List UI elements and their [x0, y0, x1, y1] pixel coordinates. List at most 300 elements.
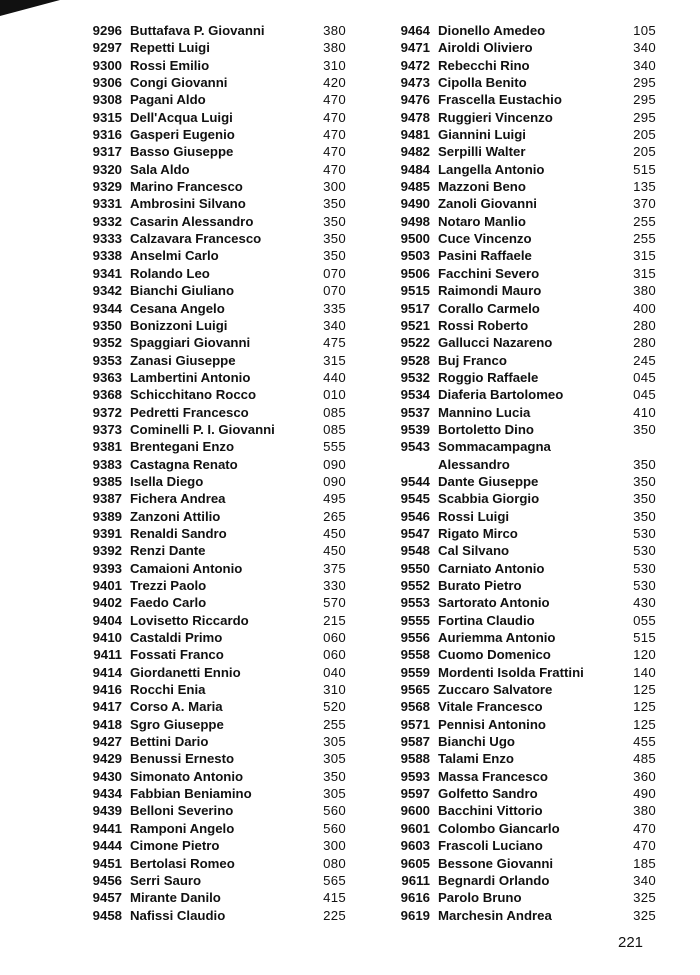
- entry-number: 9611: [401, 872, 430, 888]
- entry-number: 9485: [400, 179, 430, 195]
- list-item: [380, 629, 656, 646]
- entry-name: Mirante Danilo: [130, 890, 221, 906]
- entry-value: 450: [323, 543, 346, 559]
- list-item: [66, 508, 346, 525]
- entry-number: 9506: [400, 265, 430, 281]
- entry-number: 9528: [400, 352, 430, 368]
- list-item: [66, 178, 346, 195]
- entry-value: 305: [323, 786, 346, 802]
- entry-name: Spaggiari Giovanni: [130, 335, 251, 351]
- list-item: [66, 820, 346, 837]
- entry-number: 9552: [400, 578, 430, 593]
- list-item: [380, 785, 656, 802]
- entry-name: Rossi Emilio: [130, 57, 210, 73]
- entry-value: 470: [323, 127, 346, 143]
- entry-name: Corallo Carmelo: [438, 300, 540, 316]
- list-item: [380, 664, 656, 681]
- entry-value: 410: [633, 404, 656, 420]
- entry-name: Cuomo Domenico: [438, 647, 551, 663]
- list-item: [380, 646, 656, 663]
- entry-value: [612, 438, 656, 455]
- list-item: [66, 230, 346, 247]
- list-item: [66, 195, 346, 212]
- entry-number: 9558: [400, 647, 430, 663]
- entry-number: 9418: [92, 716, 122, 732]
- entry-name: Bianchi Ugo: [438, 734, 515, 750]
- list-item: [66, 352, 346, 369]
- entry-name: Airoldi Oliviero: [438, 40, 533, 56]
- entry-number: 9597: [400, 786, 430, 802]
- entry-number: 9498: [400, 213, 430, 229]
- entry-value: 070: [323, 265, 346, 281]
- list-item: [66, 716, 346, 733]
- entry-number: 9484: [400, 161, 430, 177]
- entry-name: Ruggieri Vincenzo: [438, 109, 553, 125]
- entry-value: 360: [633, 768, 656, 784]
- entry-name: Castagna Renato: [130, 456, 238, 472]
- list-item: [66, 490, 346, 507]
- entry-value: 280: [633, 335, 656, 351]
- entry-name: Carniato Antonio: [438, 560, 545, 576]
- entry-number: 9372: [92, 404, 122, 420]
- list-item: [380, 22, 656, 39]
- list-item: [380, 265, 656, 282]
- list-item: [66, 334, 346, 351]
- entry-name: Cominelli P. I. Giovanni: [130, 421, 275, 437]
- entry-value: 125: [633, 699, 656, 715]
- entry-name: Nafissi Claudio: [130, 907, 226, 923]
- entry-name: Roggio Raffaele: [438, 369, 539, 385]
- entry-number: 9338: [92, 248, 122, 264]
- entry-value: 350: [323, 768, 346, 784]
- list-item: [380, 681, 656, 698]
- entry-number: 9478: [400, 109, 430, 125]
- list-item: [66, 57, 346, 74]
- entry-name: Marino Francesco: [130, 179, 243, 195]
- list-item: [380, 91, 656, 108]
- entry-value: 380: [633, 803, 656, 819]
- entry-name: Cuce Vincenzo: [438, 231, 532, 247]
- entry-value: 310: [323, 682, 346, 698]
- list-item: [380, 594, 656, 611]
- entry-value: 450: [323, 525, 346, 541]
- entry-value: 045: [633, 369, 656, 385]
- entry-name: Frascella Eustachio: [438, 92, 562, 108]
- entry-value: 530: [633, 560, 656, 576]
- list-item: [380, 317, 656, 334]
- list-item: [66, 733, 346, 750]
- entry-value: 255: [633, 213, 656, 229]
- entry-name: Fabbian Beniamino: [130, 786, 252, 802]
- entry-number: 9600: [400, 803, 430, 819]
- entry-name: Casarin Alessandro: [130, 213, 254, 229]
- entry-number: 9553: [400, 595, 430, 611]
- entry-value: 265: [323, 508, 346, 524]
- entry-value: 560: [323, 803, 346, 819]
- entry-value: 530: [633, 543, 656, 559]
- list-item: [66, 317, 346, 334]
- entry-name: Sommacampagna: [438, 439, 551, 455]
- entry-number: 9534: [400, 387, 430, 403]
- entry-name: Rossi Luigi: [438, 508, 510, 524]
- entry-name: Zuccaro Salvatore: [438, 682, 553, 698]
- entry-value: 225: [323, 907, 346, 923]
- list-item: [66, 369, 346, 386]
- entry-value: 295: [633, 92, 656, 108]
- entry-name: Zanoli Giovanni: [438, 196, 537, 212]
- list-item: [66, 889, 346, 906]
- entry-number: 9410: [92, 630, 122, 646]
- list-item: [66, 612, 346, 629]
- list-item: [66, 837, 346, 854]
- entry-number: 9344: [92, 300, 122, 316]
- entry-value: 090: [323, 456, 346, 472]
- entry-number: 9601: [400, 820, 430, 836]
- right-column: [380, 22, 656, 924]
- list-item: [380, 560, 656, 577]
- entry-number: 9537: [400, 404, 430, 420]
- entry-value: 470: [323, 161, 346, 177]
- entry-name: Notaro Manlio: [438, 213, 526, 229]
- entry-number: 9515: [400, 283, 430, 299]
- list-item: [66, 698, 346, 715]
- entry-number: 9306: [92, 75, 122, 91]
- list-item: [380, 247, 656, 264]
- list-item: [66, 421, 346, 438]
- entry-name: Massa Francesco: [438, 768, 548, 784]
- entry-value: 315: [633, 248, 656, 264]
- entry-number: 9297: [92, 40, 122, 56]
- entry-value: 370: [633, 196, 656, 212]
- entry-number: 9544: [400, 473, 430, 489]
- entry-value: 565: [323, 872, 346, 888]
- entry-value: 350: [323, 231, 346, 247]
- entry-name: Isella Diego: [130, 473, 204, 489]
- entry-number: 9389: [92, 508, 122, 524]
- entry-name: Lovisetto Riccardo: [130, 612, 249, 628]
- entry-number: 9341: [92, 265, 122, 281]
- list-item: [380, 300, 656, 317]
- entry-number: 9464: [400, 23, 430, 38]
- entry-number: 9416: [92, 682, 122, 698]
- list-item: [66, 22, 346, 39]
- corner-mark: [0, 0, 60, 16]
- entry-name: Zanzoni Attilio: [130, 508, 221, 524]
- list-item: [380, 126, 656, 143]
- entry-name: Rigato Mirco: [438, 525, 518, 541]
- list-item: [66, 907, 346, 924]
- entry-number: 9593: [400, 768, 430, 784]
- list-item: [380, 750, 656, 767]
- entry-name: Repetti Luigi: [130, 40, 210, 56]
- entry-name: Fossati Franco: [130, 647, 224, 663]
- entry-number: 9430: [92, 768, 122, 784]
- entry-value: 135: [633, 179, 656, 195]
- entry-value: 470: [323, 144, 346, 160]
- entry-name: Pennisi Antonino: [438, 716, 546, 732]
- entry-number: 9503: [400, 248, 430, 264]
- entry-name: Burato Pietro: [438, 578, 522, 593]
- entry-value: 340: [633, 40, 656, 56]
- entry-name: Belloni Severino: [130, 803, 234, 819]
- entry-value: 470: [323, 92, 346, 108]
- entry-name: Mordenti Isolda Frattini: [438, 664, 584, 680]
- list-item: [66, 768, 346, 785]
- entry-name: Begnardi Orlando: [438, 872, 550, 888]
- entry-number: 9555: [400, 612, 430, 628]
- entry-number: 9482: [400, 144, 430, 160]
- entry-number: 9401: [92, 578, 122, 593]
- entry-number: 9605: [400, 855, 430, 871]
- list-item: [380, 438, 656, 455]
- entry-value: 350: [633, 456, 656, 472]
- entry-value: 340: [323, 317, 346, 333]
- entry-number: 9546: [400, 508, 430, 524]
- entry-number: 9329: [92, 179, 122, 195]
- entry-value: 520: [323, 699, 346, 715]
- list-item: [66, 300, 346, 317]
- entry-name: Bessone Giovanni: [438, 855, 554, 871]
- entry-number: 9317: [92, 144, 122, 160]
- entry-value: 470: [633, 820, 656, 836]
- list-item: [66, 265, 346, 282]
- entry-value: 560: [323, 820, 346, 836]
- entry-value: 470: [323, 109, 346, 125]
- list-item: [66, 802, 346, 819]
- entry-value: 375: [323, 560, 346, 576]
- entry-value: 325: [633, 907, 656, 923]
- entry-name: Giannini Luigi: [438, 127, 526, 143]
- entry-number: 9539: [400, 421, 430, 437]
- entry-name: Fortina Claudio: [438, 612, 535, 628]
- entry-value: 400: [633, 300, 656, 316]
- list-item: [66, 143, 346, 160]
- entry-number: 9545: [400, 491, 430, 507]
- list-item: [66, 577, 346, 594]
- list-item: [66, 282, 346, 299]
- list-item: [380, 230, 656, 247]
- list-item: [380, 39, 656, 56]
- entry-value: 060: [323, 647, 346, 663]
- entry-number: 9500: [400, 231, 430, 247]
- entry-value: 245: [633, 352, 656, 368]
- entry-name: Sala Aldo: [130, 161, 190, 177]
- entry-value: 330: [323, 578, 346, 593]
- entry-name: Lambertini Antonio: [130, 369, 251, 385]
- entry-name: Marchesin Andrea: [438, 907, 552, 923]
- entry-name: Cal Silvano: [438, 543, 510, 559]
- entry-value: 530: [633, 578, 656, 593]
- page-number: 221: [618, 934, 644, 951]
- entry-number: 9568: [400, 699, 430, 715]
- list-item: [66, 872, 346, 889]
- entry-value: 455: [633, 734, 656, 750]
- entry-value: 380: [323, 23, 346, 38]
- entry-name: Pedretti Francesco: [130, 404, 249, 420]
- entry-value: 380: [633, 283, 656, 299]
- entry-number: 9429: [92, 751, 122, 767]
- entry-value: 350: [633, 508, 656, 524]
- entry-value: 310: [323, 57, 346, 73]
- entry-name: Golfetto Sandro: [438, 786, 538, 802]
- entry-number: 9333: [92, 231, 122, 247]
- entry-name: Bortoletto Dino: [438, 421, 534, 437]
- entry-number: 9587: [400, 734, 430, 750]
- entry-name: Brentegani Enzo: [130, 439, 235, 455]
- list-item: [66, 386, 346, 403]
- entry-number: 9619: [400, 907, 430, 923]
- entry-number: 9392: [92, 543, 122, 559]
- entry-value: 070: [323, 283, 346, 299]
- entry-name: Bonizzoni Luigi: [130, 317, 228, 333]
- entry-number: 9342: [92, 283, 122, 299]
- list-item: [380, 282, 656, 299]
- entry-name: Serpilli Walter: [438, 144, 526, 160]
- entry-name: Corso A. Maria: [130, 699, 223, 715]
- entry-number: 9473: [400, 75, 430, 91]
- entry-number: 9559: [400, 664, 430, 680]
- entry-name: Diaferia Bartolomeo: [438, 387, 564, 403]
- entry-number: 9543: [400, 439, 430, 455]
- entry-name: Colombo Giancarlo: [438, 820, 560, 836]
- entry-name: Dell'Acqua Luigi: [130, 109, 233, 125]
- entry-number: 9308: [92, 92, 122, 108]
- list-item: [380, 473, 656, 490]
- list-item: [380, 542, 656, 559]
- entry-name: Renzi Dante: [130, 543, 206, 559]
- entry-value: 325: [633, 890, 656, 906]
- entry-name: Renaldi Sandro: [130, 525, 227, 541]
- entry-value: 060: [323, 630, 346, 646]
- entry-name: Camaioni Antonio: [130, 560, 243, 576]
- entry-number: 9385: [92, 473, 122, 489]
- entry-value: 530: [633, 525, 656, 541]
- list-item: [380, 837, 656, 854]
- list-item: [380, 508, 656, 525]
- entry-value: 340: [633, 57, 656, 73]
- list-item: [66, 785, 346, 802]
- entry-name: Benussi Ernesto: [130, 751, 235, 767]
- entry-value: 255: [323, 716, 346, 732]
- entry-name: Serri Sauro: [130, 872, 202, 888]
- entry-name: Buttafava P. Giovanni: [130, 23, 265, 38]
- list-item: [66, 74, 346, 91]
- entry-value: 335: [323, 300, 346, 316]
- entry-number: 9315: [92, 109, 122, 125]
- entry-number: 9439: [92, 803, 122, 819]
- entry-number: 9532: [400, 369, 430, 385]
- entry-number: 9471: [400, 40, 430, 56]
- entry-number: 9517: [400, 300, 430, 316]
- entry-name: Dionello Amedeo: [438, 23, 546, 38]
- entry-number: 9603: [400, 838, 430, 854]
- list-item: [66, 161, 346, 178]
- entry-value: 475: [323, 335, 346, 351]
- entry-value: 085: [323, 404, 346, 420]
- entry-number: 9393: [92, 560, 122, 576]
- entry-name: Trezzi Paolo: [130, 578, 207, 593]
- entry-name: Talami Enzo: [438, 751, 514, 767]
- entry-value: 300: [323, 838, 346, 854]
- entry-number: 9434: [92, 786, 122, 802]
- entry-name: Castaldi Primo: [130, 630, 223, 646]
- entry-name: Ambrosini Silvano: [130, 196, 246, 212]
- entry-number: 9391: [92, 525, 122, 541]
- list-item: [66, 404, 346, 421]
- entry-number: [380, 456, 430, 473]
- entry-name: Schicchitano Rocco: [130, 387, 257, 403]
- list-item: [380, 386, 656, 403]
- entry-number: 9383: [92, 456, 122, 472]
- list-item: [380, 490, 656, 507]
- entry-name: Fichera Andrea: [130, 491, 226, 507]
- entry-value: 215: [323, 612, 346, 628]
- entry-value: 350: [633, 491, 656, 507]
- list-item: [380, 525, 656, 542]
- entry-name: Auriemma Antonio: [438, 630, 556, 646]
- entry-number: 9588: [400, 751, 430, 767]
- entry-value: 080: [323, 855, 346, 871]
- entry-name: Sgro Giuseppe: [130, 716, 224, 732]
- entry-name: Gallucci Nazareno: [438, 335, 553, 351]
- entry-value: 420: [323, 75, 346, 91]
- entry-number: 9550: [400, 560, 430, 576]
- entry-value: 340: [633, 872, 656, 888]
- entry-value: 125: [633, 682, 656, 698]
- entry-value: 350: [633, 421, 656, 437]
- list-item: [66, 664, 346, 681]
- entry-value: 205: [633, 144, 656, 160]
- entry-name: Scabbia Giorgio: [438, 491, 540, 507]
- entry-number: 9353: [92, 352, 122, 368]
- entry-name: Congi Giovanni: [130, 75, 228, 91]
- entry-value: 125: [633, 716, 656, 732]
- entry-name: Calzavara Francesco: [130, 231, 262, 247]
- list-item: [380, 369, 656, 386]
- entry-value: 105: [633, 23, 656, 38]
- entry-name: Rocchi Enia: [130, 682, 206, 698]
- list-item: [66, 542, 346, 559]
- entry-name: Bertolasi Romeo: [130, 855, 235, 871]
- left-column: [66, 22, 346, 924]
- list-item: [380, 907, 656, 924]
- list-item: [66, 473, 346, 490]
- entry-name: Bianchi Giuliano: [130, 283, 235, 299]
- entry-name: Sartorato Antonio: [438, 595, 550, 611]
- entry-value: 515: [633, 161, 656, 177]
- entry-name: Vitale Francesco: [438, 699, 543, 715]
- entry-name: Facchini Severo: [438, 265, 540, 281]
- entry-number: 9331: [92, 196, 122, 212]
- entry-number: 9411: [93, 647, 122, 663]
- list-item: [380, 404, 656, 421]
- entry-value: 305: [323, 734, 346, 750]
- list-item: [66, 750, 346, 767]
- entry-value: 090: [323, 473, 346, 489]
- list-item: [66, 213, 346, 230]
- entry-name: Cimone Pietro: [130, 838, 220, 854]
- entry-number: 9490: [400, 196, 430, 212]
- list-item: [66, 855, 346, 872]
- list-item: [380, 733, 656, 750]
- entry-number: 9548: [400, 543, 430, 559]
- entry-value: 305: [323, 751, 346, 767]
- list-item: [380, 421, 656, 438]
- entry-value: 490: [633, 786, 656, 802]
- entry-number: 9476: [400, 92, 430, 108]
- entry-name: Langella Antonio: [438, 161, 545, 177]
- entry-number: 9296: [92, 23, 122, 38]
